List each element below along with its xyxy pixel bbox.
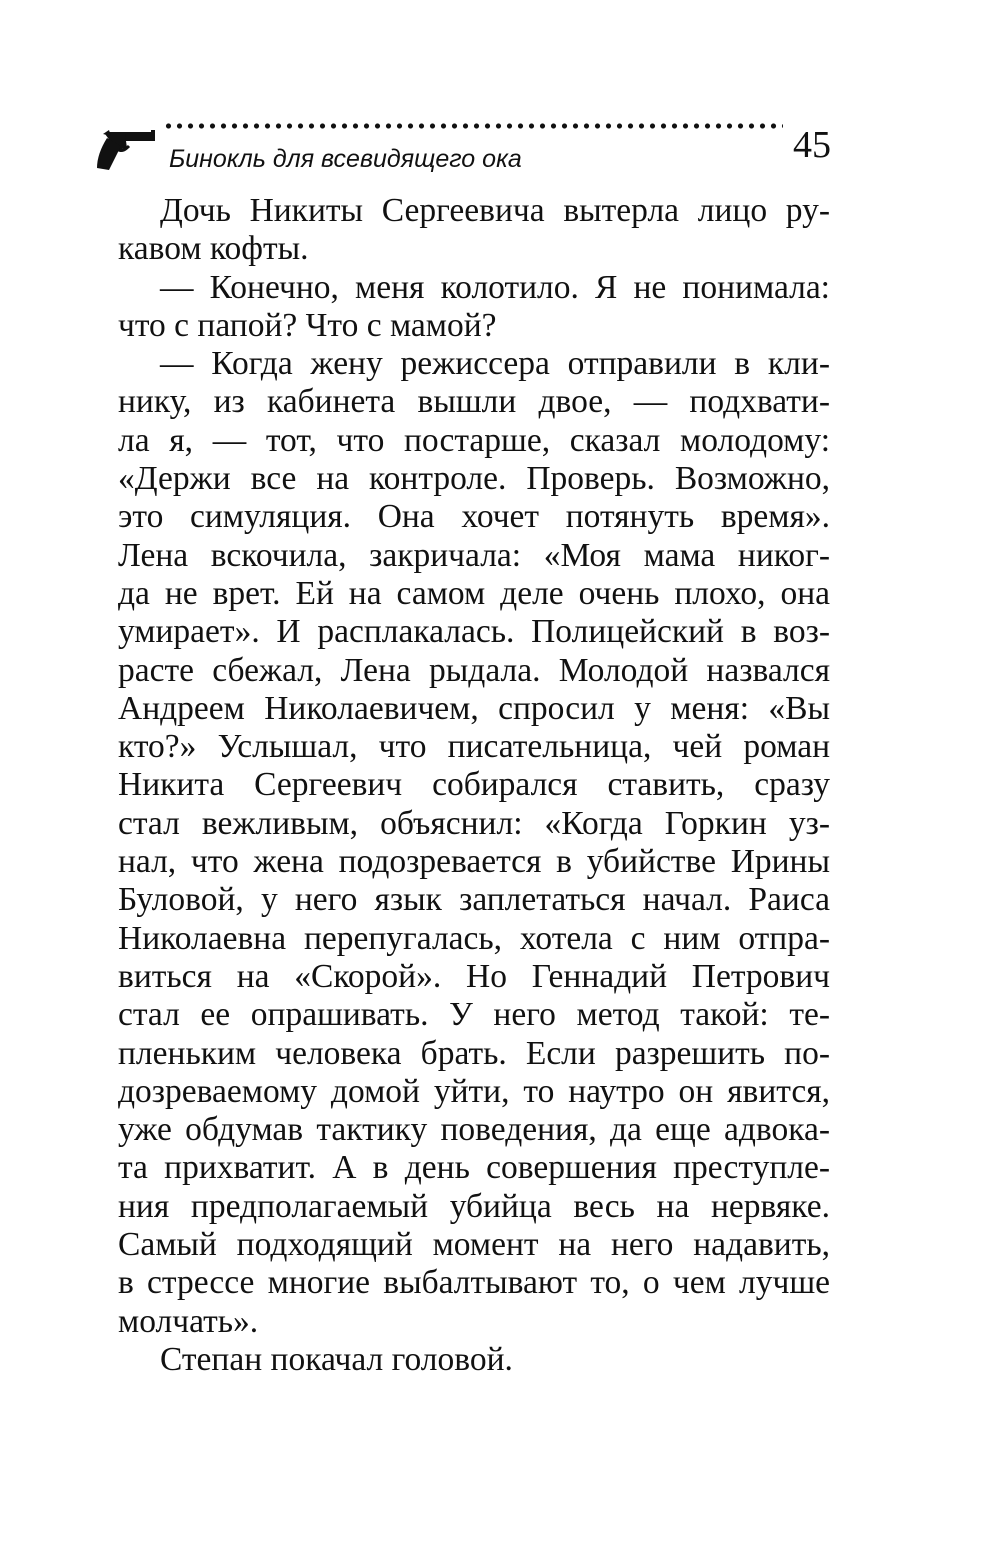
text-line: Самый подходящий момент на него надавить, — [118, 1226, 830, 1264]
text-line: пленьким человека брать. Если разрешить по- — [118, 1034, 830, 1072]
text-line: «Держи все на контроле. Проверь. Возможно, — [118, 460, 830, 498]
text-line: — Конечно, меня колотило. Я не понимала: — [160, 268, 830, 306]
text-line: Лена вскочила, закричала: «Моя мама никог- — [118, 536, 830, 574]
page-number: 45 — [793, 124, 831, 166]
text-line: кто?» Услышал, что писательница, чей роман — [118, 728, 830, 766]
text-line: нику, из кабинета вышли двое, — подхвати- — [118, 383, 830, 421]
text-line: Буловой, у него язык заплетаться начал. Раиса — [118, 881, 830, 919]
body-text — [118, 192, 830, 1379]
text-line: да не врет. Ей на самом деле очень плохо, она — [118, 574, 830, 612]
text-line: умирает». И расплакалась. Полицейский в воз- — [118, 613, 830, 651]
text-line: Степан покачал головой. — [160, 1340, 513, 1378]
text-line: это симуляция. Она хочет потянуть время». — [118, 498, 830, 536]
text-line: молчать». — [118, 1302, 259, 1340]
text-line: уже обдумав тактику поведения, да еще адвока- — [118, 1111, 830, 1149]
text-line: та прихватит. А в день совершения преступле- — [118, 1149, 830, 1187]
page-header — [95, 118, 840, 178]
text-line: ла я, — тот, что постарше, сказал молодому: — [118, 421, 830, 459]
text-line: виться на «Скорой». Но Геннадий Петрович — [118, 957, 830, 995]
text-line: кавом кофты. — [118, 230, 309, 268]
text-line: нал, что жена подозревается в убийстве Ирины — [118, 843, 830, 881]
dotted-rule — [163, 118, 783, 134]
text-line: — Когда жену режиссера отправили в кли- — [160, 345, 830, 383]
text-line: стал вежливым, объяснил: «Когда Горкин уз- — [118, 804, 830, 842]
running-title: Бинокль для всевидящего ока — [169, 145, 522, 173]
text-line: Николаевна перепугалась, хотела с ним отпра- — [118, 919, 830, 957]
text-line: что с папой? Что с мамой? — [118, 306, 497, 344]
text-line: Никита Сергеевич собирался ставить, сразу — [118, 766, 830, 804]
text-line: дозреваемому домой уйти, то наутро он явится, — [118, 1072, 830, 1110]
text-line: стал ее опрашивать. У него метод такой: те- — [118, 996, 830, 1034]
text-line: Дочь Никиты Сергеевича вытерла лицо ру- — [160, 192, 830, 229]
text-line: расте сбежал, Лена рыдала. Молодой назвался — [118, 651, 830, 689]
revolver-icon — [95, 128, 157, 174]
text-line: в стрессе многие выбалтывают то, о чем лучше — [118, 1264, 830, 1302]
text-line: ния предполагаемый убийца весь на нервяке. — [118, 1187, 830, 1225]
text-line: Андреем Николаевичем, спросил у меня: «Вы — [118, 689, 830, 727]
